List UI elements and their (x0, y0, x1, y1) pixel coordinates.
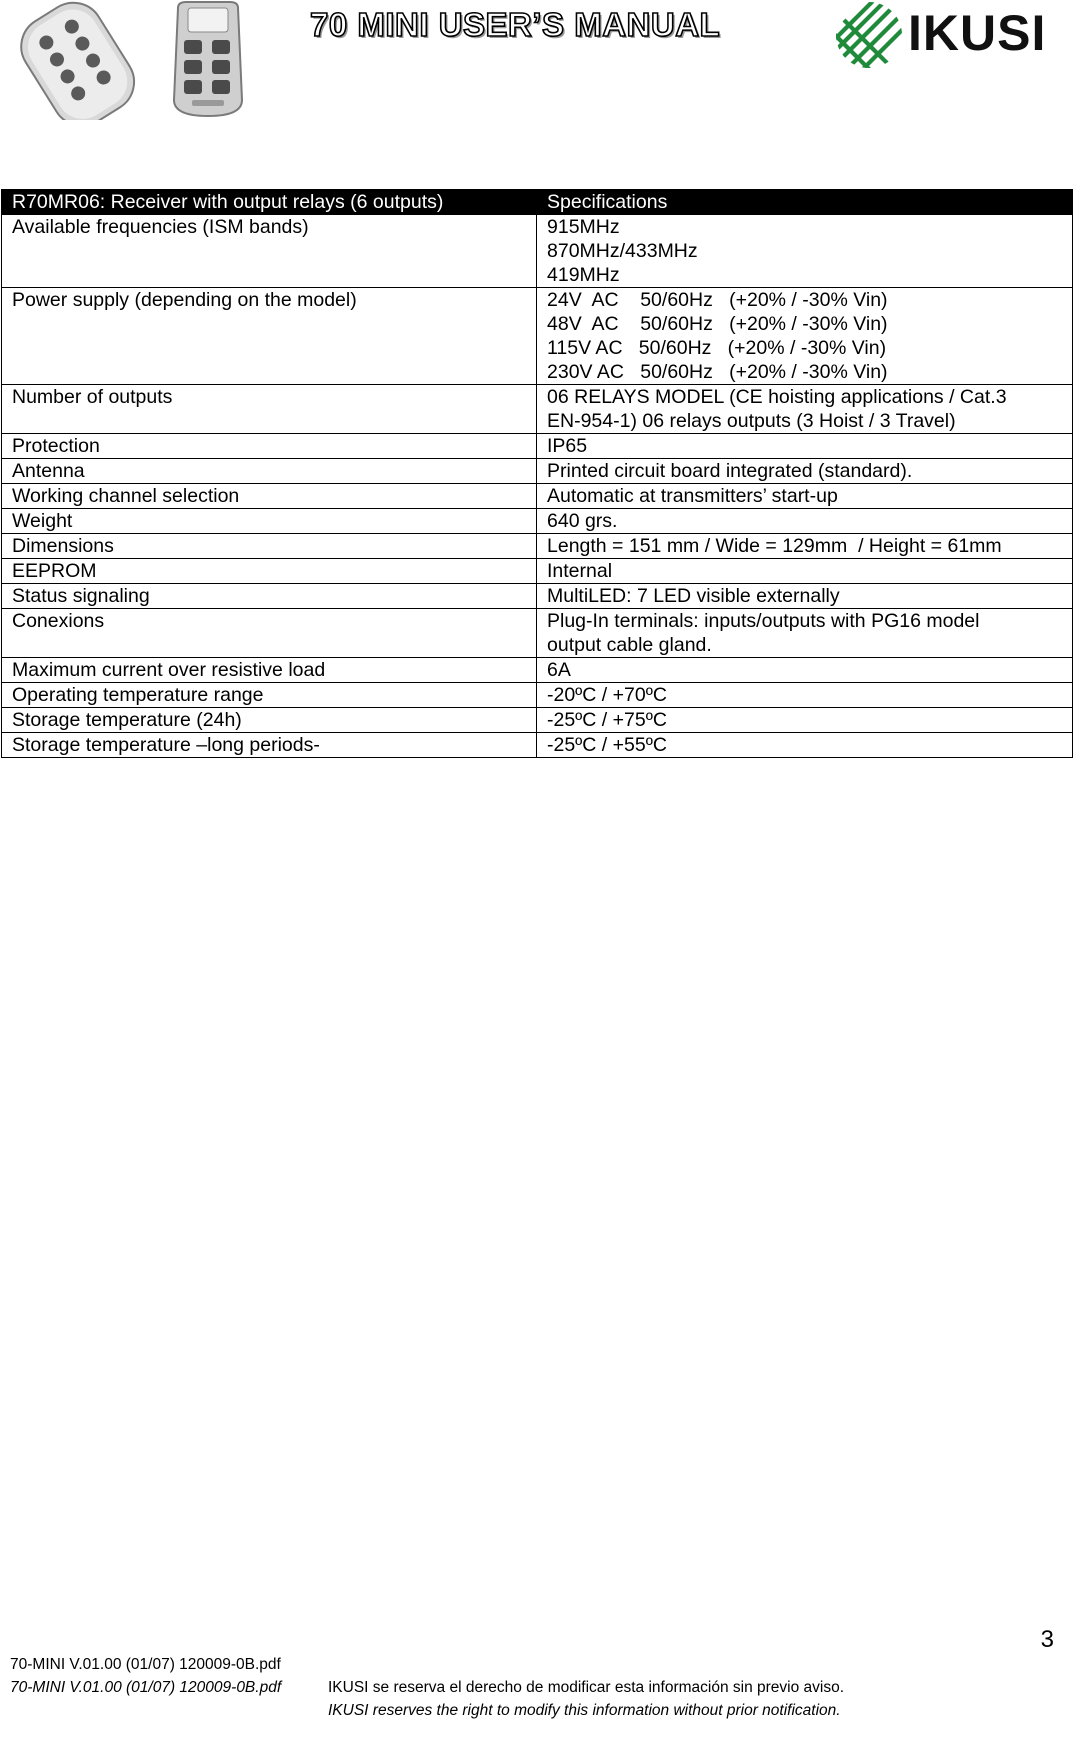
spec-label: Working channel selection (2, 484, 537, 509)
remote-control-image (10, 0, 140, 120)
table-row (2, 459, 1073, 484)
spec-value-cell (537, 434, 1073, 459)
spec-label: Storage temperature –long periods- (2, 733, 537, 758)
table-row (2, 288, 1073, 385)
table-row (2, 434, 1073, 459)
spec-value: -25ºC / +75ºC (547, 709, 667, 731)
table-row (2, 534, 1073, 559)
footer-spanish (10, 1630, 1070, 1696)
table-row (2, 658, 1073, 683)
spec-label: Conexions (2, 609, 537, 658)
spec-value: -25ºC / +55ºC (547, 734, 667, 756)
spec-label: Weight (2, 509, 537, 534)
page-header (0, 0, 1074, 130)
spec-value: 915MHz (547, 216, 620, 238)
spec-value: IP65 (547, 435, 588, 457)
spec-value-cell (537, 459, 1073, 484)
spec-value-cell (537, 658, 1073, 683)
spec-value: 48V AC 50/60Hz (+20% / -30% Vin) (547, 313, 888, 335)
spec-value: Automatic at transmitters’ start-up (547, 485, 838, 507)
spec-label: Available frequencies (ISM bands) (2, 215, 537, 288)
spec-label: Operating temperature range (2, 683, 537, 708)
spec-value: 640 grs. (547, 510, 618, 532)
spec-value-cell (537, 559, 1073, 584)
table-row (2, 385, 1073, 434)
spec-value: Length = 151 mm / Wide = 129mm / Height = 61mm (547, 535, 1002, 557)
table-row (2, 683, 1073, 708)
spec-value: output cable gland. (547, 634, 712, 656)
spec-value: EN-954-1) 06 relays outputs (3 Hoist / 3 Travel) (547, 410, 956, 432)
spec-value: 870MHz/433MHz (547, 240, 698, 262)
spec-label: Power supply (depending on the model) (2, 288, 537, 385)
spec-value-cell (537, 385, 1073, 434)
spec-label: Number of outputs (2, 385, 537, 434)
spec-value-cell (537, 509, 1073, 534)
spec-value: 06 RELAYS MODEL (CE hoisting applications / Cat.3 (547, 386, 1007, 408)
table-row (2, 733, 1073, 758)
spec-label: Maximum current over resistive load (2, 658, 537, 683)
spec-value: MultiLED: 7 LED visible externally (547, 585, 840, 607)
spec-label: Dimensions (2, 534, 537, 559)
table-header-model: R70MR06: Receiver with output relays (6 outputs) (2, 190, 537, 215)
spec-value: Printed circuit board integrated (standard). (547, 460, 913, 482)
spec-label: Antenna (2, 459, 537, 484)
spec-value: 6A (547, 659, 571, 681)
spec-label: Status signaling (2, 584, 537, 609)
brand-name: IKUSI (908, 5, 1047, 61)
spec-label: Storage temperature (24h) (2, 708, 537, 733)
spec-value-cell (537, 708, 1073, 733)
spec-value-cell (537, 534, 1073, 559)
page-number: 3 (1040, 1626, 1054, 1653)
specifications-table (1, 189, 1073, 758)
table-header-specifications: Specifications (537, 190, 1073, 215)
spec-value: Internal (547, 560, 613, 582)
table-row (2, 509, 1073, 534)
spec-value-cell (537, 584, 1073, 609)
spec-value: 230V AC 50/60Hz (+20% / -30% Vin) (547, 361, 888, 383)
spec-value-cell (537, 683, 1073, 708)
table-row (2, 484, 1073, 509)
table-header-row (2, 190, 1073, 215)
footer-document-id: 70-MINI V.01.00 (01/07) 120009-0B.pdf (10, 1679, 282, 1696)
table-row (2, 215, 1073, 288)
spec-value-cell (537, 733, 1073, 758)
footer-notice: IKUSI se reserva el derecho de modificar esta información sin previo aviso. (328, 1679, 845, 1696)
spec-value: 115V AC 50/60Hz (+20% / -30% Vin) (547, 337, 887, 359)
footer-notice: IKUSI reserves the right to modify this information without prior notification. (328, 1702, 841, 1719)
spec-value-cell (537, 215, 1073, 288)
spec-value-cell (537, 484, 1073, 509)
manual-title: 70 MINI USER’S MANUAL (310, 6, 721, 43)
remote-control-image (168, 0, 248, 120)
brand-logo (834, 0, 1066, 74)
spec-label: EEPROM (2, 559, 537, 584)
spec-value: 24V AC 50/60Hz (+20% / -30% Vin) (547, 289, 888, 311)
spec-value: Plug-In terminals: inputs/outputs with PG16 model (547, 610, 980, 632)
table-row (2, 584, 1073, 609)
spec-value: -20ºC / +70ºC (547, 684, 667, 706)
spec-value: 419MHz (547, 264, 620, 286)
page-footer (10, 1630, 1070, 1719)
spec-label: Protection (2, 434, 537, 459)
spec-value-cell (537, 609, 1073, 658)
table-row (2, 708, 1073, 733)
footer-document-id: 70-MINI V.01.00 (01/07) 120009-0B.pdf (10, 1656, 281, 1673)
spec-value-cell (537, 288, 1073, 385)
table-row (2, 609, 1073, 658)
table-row (2, 559, 1073, 584)
ikusi-logo-icon (834, 0, 904, 70)
